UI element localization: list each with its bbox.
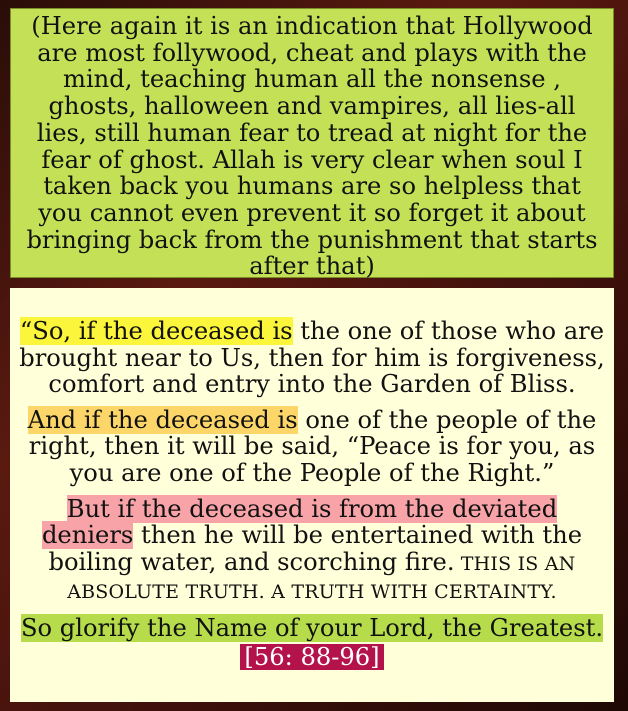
emphasis-truth: THIS IS AN ABSOLUTE TRUTH. A TRUTH WITH CERTAINTY.: [67, 552, 576, 604]
highlight-deceased-near: “So, if the deceased is: [19, 317, 293, 345]
reference-line: [18, 642, 606, 671]
verse-reference: [56: 88-96]: [240, 644, 383, 671]
verse-text-1: the one of those who are brought near to Us, then for him is forgiveness, comfort and entry into the Garden of Bliss.: [19, 317, 605, 399]
verse-paragraph-3: [18, 496, 606, 606]
commentary-text: (Here again it is an indication that Hollywood are most follywood, cheat and plays with the mind, teaching human all the nonsense , ghosts, halloween and vampires, all lies-all lies, still human fear to tread at night for the fear of ghost. Allah is very clear when soul I taken back you humans are so helpless that you cannot even prevent it so forget it about bringing back from the punishment that starts after that): [26, 12, 598, 281]
verse-paragraph-4: [18, 615, 606, 642]
verse-text-2: one of the people of the right, then it will be said, “Peace is for you, as you are one of the People of the Right.”: [28, 405, 597, 487]
verses-box: [10, 288, 614, 702]
verse-paragraph-2: [18, 407, 606, 487]
commentary-box: [10, 8, 614, 281]
highlight-glorify: So glorify the Name of your Lord, the Greatest.: [20, 613, 604, 642]
highlight-deceased-deniers: But if the deceased is from the deviated deniers: [41, 494, 558, 550]
highlight-deceased-right: And if the deceased is: [27, 405, 298, 434]
verse-paragraph-1: [18, 318, 606, 398]
verse-text-3: then he will be entertained with the boiling water, and scorching fire.: [48, 521, 583, 576]
